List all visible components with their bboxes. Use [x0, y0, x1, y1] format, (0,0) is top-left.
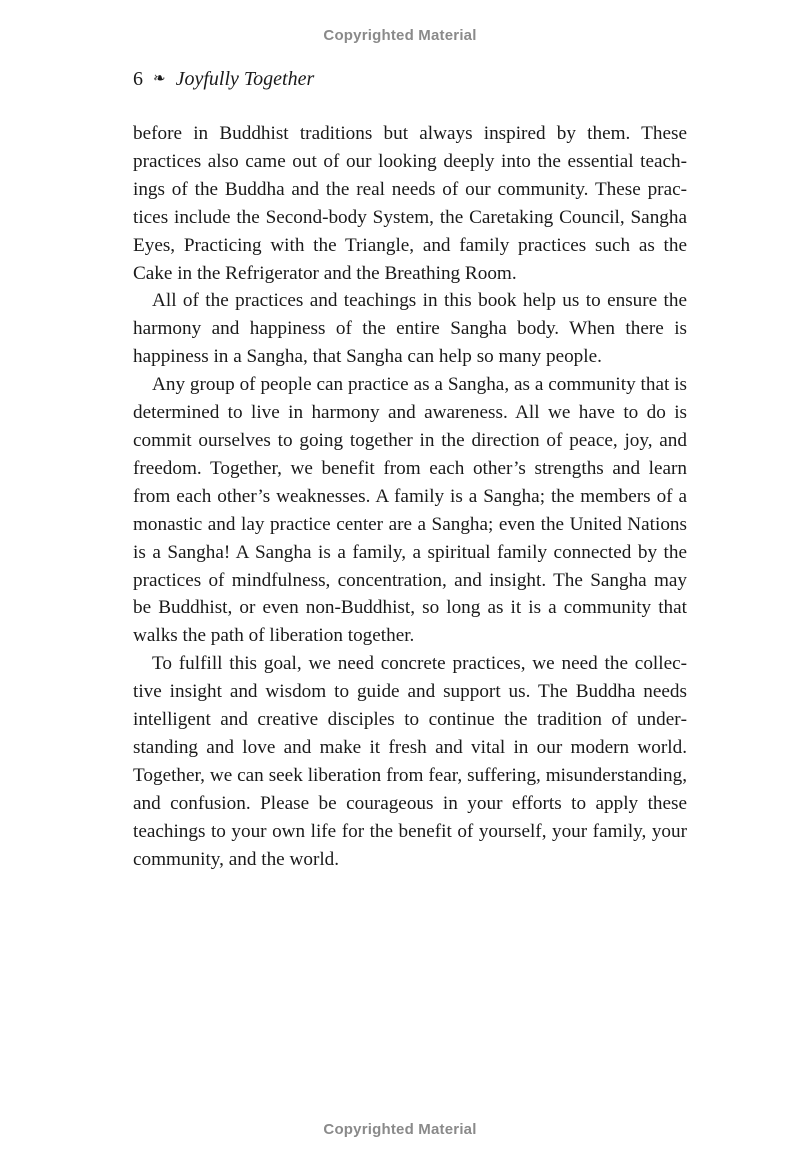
page-body — [133, 120, 687, 873]
paragraph: To fulfill this goal, we need concrete practices, we need the collective insight and wisdom to guide and support us. The Buddha needs intelligent and creative disciples to continue the tradition of understanding and love and make it fresh and vital in our modern world. Together, we can seek liberation from fear, suffering, misunderstanding, and confusion. Please be courageous in your efforts to apply these teachings to your own life for the benefit of yourself, your family, your community, and the world. — [133, 653, 687, 870]
book-title: Joyfully Together — [175, 68, 315, 90]
page-number: 6 — [133, 68, 143, 90]
paragraph-continued: before in Buddhist traditions but always inspired by them. These practices also came out of our looking deeply into the essential teachings of the Buddha and the real needs of our community. These practices include the Second-body System, the Caretaking Council, Sangha Eyes, Practicing with the Triangle, and family practices such as the Cake in the Refrigerator and the Breathing Room. — [133, 123, 687, 284]
copyright-watermark-bottom: Copyrighted Material — [323, 1121, 477, 1138]
paragraph: All of the practices and teachings in this book help us to ensure the harmony and happiness of the entire Sangha body. When there is happiness in a Sangha, that Sangha can help so many people. — [133, 290, 687, 368]
copyright-watermark-top: Copyrighted Material — [323, 27, 477, 44]
fleuron-ornament-icon: ❧ — [153, 71, 166, 87]
paragraph: Any group of people can practice as a Sangha, as a community that is determined to live in harmony and awareness. All we have to do is commit ourselves to going together in the direction of peace, joy, and freedom. Together, we benefit from each other’s strengths and learn from each other’s weaknesses. A family is a Sangha; the members of a monastic and lay practice center are a Sangha; even the United Nations is a Sangha! A Sangha is a family, a spiritual family connected by the practices of mindfulness, concentration, and insight. The Sangha may be Buddhist, or even non-Buddhist, so long as it is a community that walks the path of liberation together. — [133, 374, 687, 647]
running-head — [133, 68, 314, 91]
